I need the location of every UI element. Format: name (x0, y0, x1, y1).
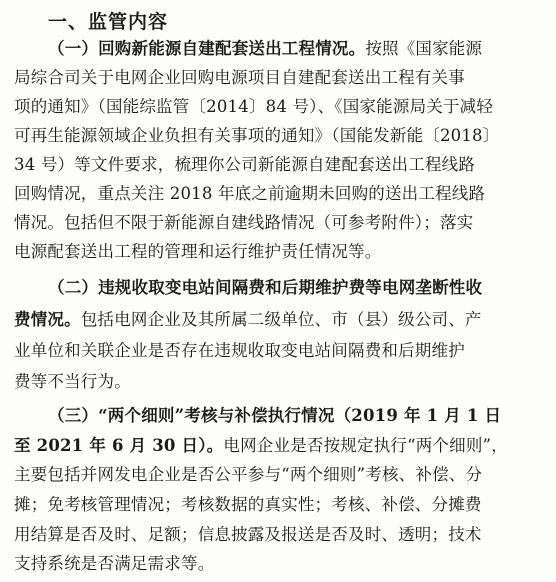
section-heading: 一、监管内容 (48, 11, 169, 33)
paragraph-text: 电网企业是否按规定执行“两个细则”， (223, 436, 508, 455)
paragraph-text: 包括电网企业及其所属二级单位、市（县）级公司、产 (80, 310, 482, 329)
paragraph-line: 电源配套送出工程的管理和运行维护责任情况等。 (14, 242, 382, 261)
paragraph-line: 回购情况，重点关注 2018 年底之前逾期未回购的送出工程线路 (14, 184, 486, 203)
paragraph-line: 局综合司关于电网企业回购电源项目自建配套送出工程有关事 (14, 68, 465, 87)
paragraph-line: 支持系统是否满足需求等。 (14, 554, 215, 573)
paragraph-line: 主要包括并网发电企业是否公平参与“两个细则”考核、补偿、分 (14, 465, 483, 484)
paragraph-text: 按照《国家能源 (365, 39, 483, 58)
paragraph-line (48, 34, 482, 64)
paragraph-line: 可再生能源领域企业负担有关事项的通知》（国能发新能〔2018〕 (14, 126, 500, 145)
paragraph-line: 费等不当行为。 (14, 372, 131, 391)
paragraph-line: 摊；免考核管理情况；考核数据的真实性；考核、补偿、分摊费 (14, 495, 482, 514)
paragraph-line: 业单位和关联企业是否存在违规收取变电站间隔费和后期维护 (14, 341, 465, 360)
paragraph-line (14, 305, 482, 335)
paragraph-line: 34 号）等文件要求，梳理你公司新能源自建配套送出工程线路 (14, 155, 476, 174)
subsection-title-tail: 费情况。 (14, 310, 81, 329)
subsection-title: （二）违规收取变电站间隔费和后期维护费等电网垄断性收 (48, 278, 483, 297)
subsection-title-tail: 至 2021 年 6 月 30 日）。 (14, 436, 224, 455)
paragraph-line: 情况。包括但不限于新能源自建线路情况（可参考附件）；落实 (14, 213, 474, 232)
subsection-title: （一）回购新能源自建配套送出工程情况。 (48, 39, 366, 58)
paragraph-line (14, 431, 508, 461)
paragraph-line: 项的通知》（国能综监管〔2014〕84 号）、《国家能源局关于减轻 (14, 97, 494, 116)
paragraph-line: 用结算是否及时、足额；信息披露及报送是否及时、透明；技术 (14, 525, 482, 544)
subsection-title: （三）“两个细则”考核与补偿执行情况（2019 年 1 月 1 日 (48, 406, 502, 425)
